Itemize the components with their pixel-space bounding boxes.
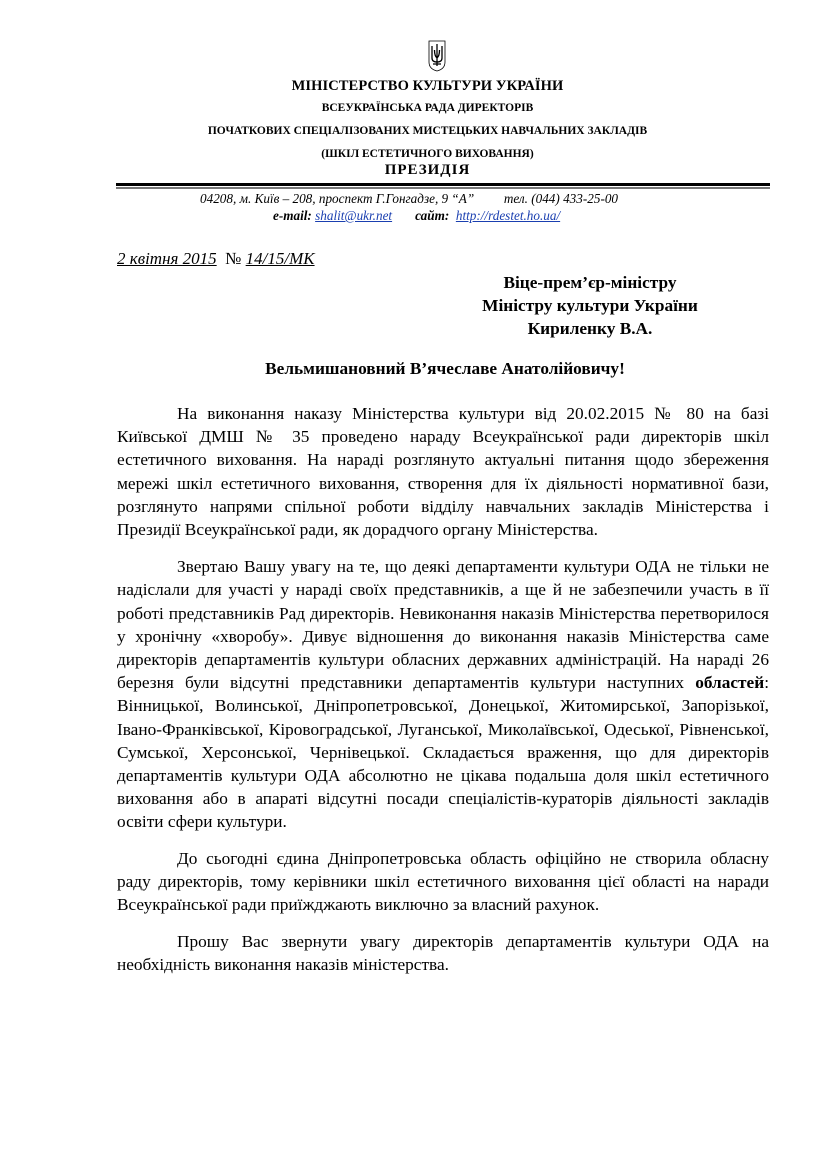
trident-coat-of-arms-icon: [428, 40, 446, 72]
letter-number: 14/15/МК: [245, 249, 315, 268]
addressee-line1: Віце-прем’єр-міністру: [503, 273, 677, 292]
contact-address-line: [200, 191, 618, 207]
council-title-line1: ВСЕУКРАЇНСЬКА РАДА ДИРЕКТОРІВ: [321, 102, 534, 114]
paragraph-2-text-end: : Вінницької, Волинської, Дніпропетровської, Донецької, Житомирської, Запорізької, Івано-Франківської, Кіровоградської, Луганської, Миколаївської, Одеської, Рівненської, Сумської, Херсонської, Чернівецької. Складається враження, що для директорів департаментів культури ОДА абсолютно не цікава подальша доля шкіл естетичного виховання або в апараті відсутні посади спеціалістів-кураторів діяльності закладів освіти сфери культури.: [117, 673, 769, 832]
letter-body: [117, 402, 769, 991]
email-link[interactable]: shalit@ukr.net: [315, 208, 393, 223]
letter-date: 2 квітня 2015: [117, 249, 217, 268]
letterhead-divider-thick: [116, 183, 770, 186]
council-title-line2: ПОЧАТКОВИХ СПЕЦІАЛІЗОВАНИХ МИСТЕЦЬКИХ НАВЧАЛЬНИХ ЗАКЛАДІВ: [207, 125, 648, 137]
addressee-line3: Кириленку В.А.: [527, 319, 653, 338]
reference-line: [117, 249, 315, 269]
paragraph-2-bold-word: областей: [695, 673, 765, 693]
presidium-title: ПРЕЗИДІЯ: [384, 162, 471, 178]
paragraph-2: [117, 555, 769, 833]
address: 04208, м. Київ – 208, проспект Г.Гонгадзе, 9 “А”: [200, 191, 475, 206]
paragraph-1: На виконання наказу Міністерства культури від 20.02.2015 № 80 на базі Київської ДМШ № 35 проведено нараду Всеукраїнської ради директорів шкіл естетичного виховання. На нараді розглянуто актуальні питання щодо збереження мережі шкіл естетичного виховання, створення для їх діяльності нормативної бази, розглянуто напрями спільної роботи відділу навчальних закладів Міністерства і Президії Всеукраїнської ради, як дорадчого органу Міністерства.: [117, 404, 769, 540]
email-label: e-mail:: [273, 208, 312, 223]
ministry-title: МІНІСТЕРСТВО КУЛЬТУРИ УКРАЇНИ: [291, 78, 564, 94]
site-link[interactable]: http://rdestet.ho.ua/: [455, 208, 561, 223]
council-title-line3: (ШКІЛ ЕСТЕТИЧНОГО ВИХОВАННЯ): [321, 148, 534, 160]
letterhead-divider-thin: [116, 187, 770, 189]
addressee-line2: Міністру культури України: [482, 296, 698, 315]
salutation: Вельмишановний В’ячеславе Анатолійовичу!: [265, 359, 625, 378]
paragraph-2-text-start: Звертаю Вашу увагу на те, що деякі департаменти культури ОДА не тільки не надіслали для участі у нараді своїх представників, а ще й не забезпечили участь в її роботі представників Рад директорів. Невиконання наказів Міністерства перетворилося у хронічну «хворобу». Дивує відношення до виконання наказів Міністерства саме директорів департаментів культури обласних державних адміністрацій. На нараді 26 березня були відсутні представники департаментів культури наступних: [117, 557, 769, 693]
paragraph-3: До сьогодні єдина Дніпропетровська область офіційно не створила обласну раду директорів, тому керівники шкіл естетичного виховання цієї області на наради Всеукраїнської ради приїжджають виключно за власний рахунок.: [117, 848, 769, 915]
paragraph-4: Прошу Вас звернути увагу директорів департаментів культури ОДА на необхідність виконання наказів міністерства.: [117, 932, 769, 975]
contact-web-line: [273, 208, 560, 224]
phone: тел. (044) 433-25-00: [503, 191, 619, 206]
addressee-block: [420, 271, 760, 340]
number-sign: №: [225, 249, 242, 268]
site-label: сайт:: [415, 208, 450, 223]
